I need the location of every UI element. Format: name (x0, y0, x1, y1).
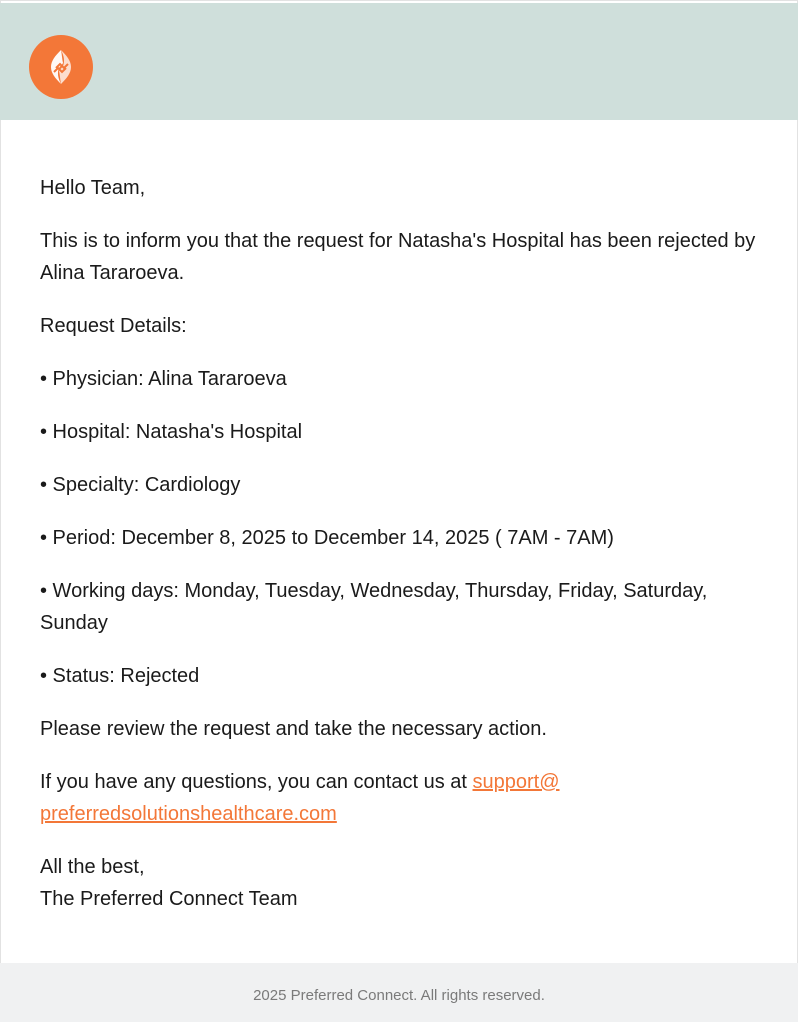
detail-status: • Status: Rejected (40, 665, 200, 687)
greeting: Hello Team, (40, 177, 146, 199)
email-header (0, 3, 798, 120)
email-body (40, 172, 770, 936)
brand-logo (29, 35, 93, 99)
contact-text: If you have any questions, you can contact us at (40, 771, 473, 793)
signoff: All the best, (40, 856, 145, 878)
detail-period: • Period: December 8, 2025 to December 14, 2025 ( 7AM - 7AM) (40, 527, 614, 549)
detail-specialty: • Specialty: Cardiology (40, 474, 241, 496)
signoff-block (40, 851, 770, 915)
email-footer (0, 963, 798, 1022)
intro-paragraph: This is to inform you that the request for Natasha's Hospital has been rejected by Alina Tararoeva. (40, 230, 756, 284)
detail-working-days: • Working days: Monday, Tuesday, Wednesday, Thursday, Friday, Saturday, Sunday (40, 580, 708, 634)
preferred-connect-logo-icon (41, 47, 81, 87)
detail-hospital: • Hospital: Natasha's Hospital (40, 421, 303, 443)
support-email-link[interactable]: support@ preferredsolutionshealthcare.com (40, 771, 560, 825)
detail-physician: • Physician: Alina Tararoeva (40, 368, 287, 390)
details-heading: Request Details: (40, 315, 187, 337)
copyright-text: 2025 Preferred Connect. All rights reserved. (253, 987, 545, 1004)
signature: The Preferred Connect Team (40, 888, 298, 910)
contact-paragraph (40, 766, 770, 830)
action-line: Please review the request and take the necessary action. (40, 718, 547, 740)
